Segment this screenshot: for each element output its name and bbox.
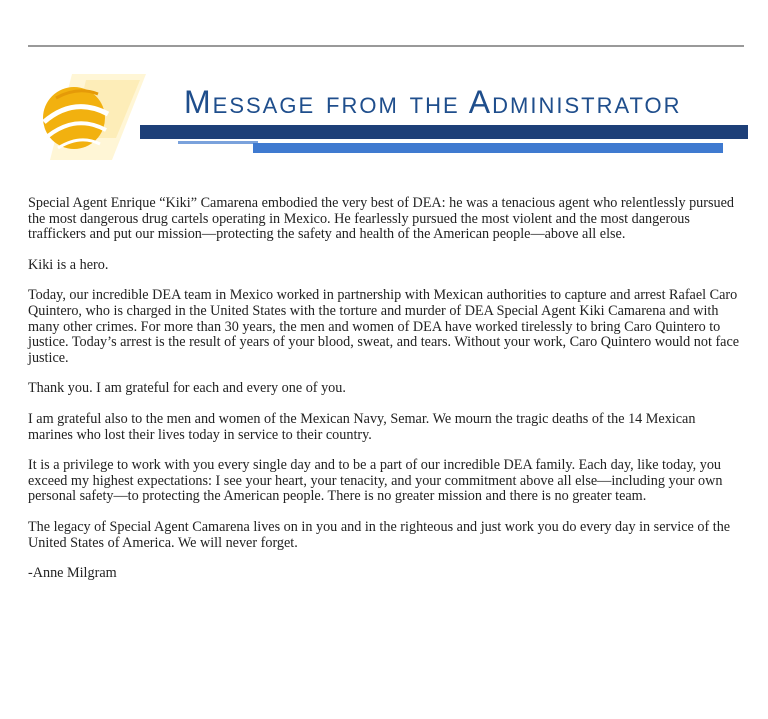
- page-title: Message from the Administrator: [184, 84, 682, 120]
- letter-paragraph: Today, our incredible DEA team in Mexico worked in partnership with Mexican authorities to capture and arrest Rafael Caro Quintero, who is charged in the United States with the torture and murder of DEA Special Agent Kiki Camarena and with many other crimes. For more than 30 years, the men and women of DEA have worked tirelessly to bring Caro Quintero to justice. Today’s arrest is the result of years of your blood, sweat, and tears. Without your work, Caro Quintero would not face justice.: [28, 287, 740, 366]
- banner-stripe-thin: [178, 141, 258, 144]
- header-banner: [28, 68, 748, 168]
- banner-stripe-dark: [140, 125, 748, 139]
- letter-body: [28, 196, 740, 597]
- letter-paragraph: The legacy of Special Agent Camarena lives on in you and in the righteous and just work you do every day in service of the United States of America. We will never forget.: [28, 518, 731, 551]
- banner-stripe-light: [253, 143, 723, 153]
- top-divider: [28, 45, 744, 47]
- signature: -Anne Milgram: [28, 565, 117, 582]
- letter-paragraph: Kiki is a hero.: [28, 256, 109, 273]
- letter-paragraph: It is a privilege to work with you every single day and to be a part of our incredible DEA family. Each day, like today, you exceed my highest expectations: I see your heart, your tenacity, and your commitment above all else—including your own personal safety—to protecting the American people. There is no greater mission and there is no greater team.: [28, 457, 723, 505]
- letter-paragraph: Thank you. I am grateful for each and every one of you.: [28, 380, 346, 397]
- letter-paragraph: I am grateful also to the men and women of the Mexican Navy, Semar. We mourn the tragic deaths of the 14 Mexican marines who lost their lives today in service to their country.: [28, 410, 696, 443]
- dea-wing-emblem-icon: [28, 68, 148, 163]
- letter-paragraph: Special Agent Enrique “Kiki” Camarena embodied the very best of DEA: he was a tenacious agent who relentlessly pursued the most dangerous drug cartels operating in Mexico. He fearlessly pursued the most violent and the most dangerous traffickers and put our mission—protecting the safety and health of the American people—above all else.: [28, 195, 735, 243]
